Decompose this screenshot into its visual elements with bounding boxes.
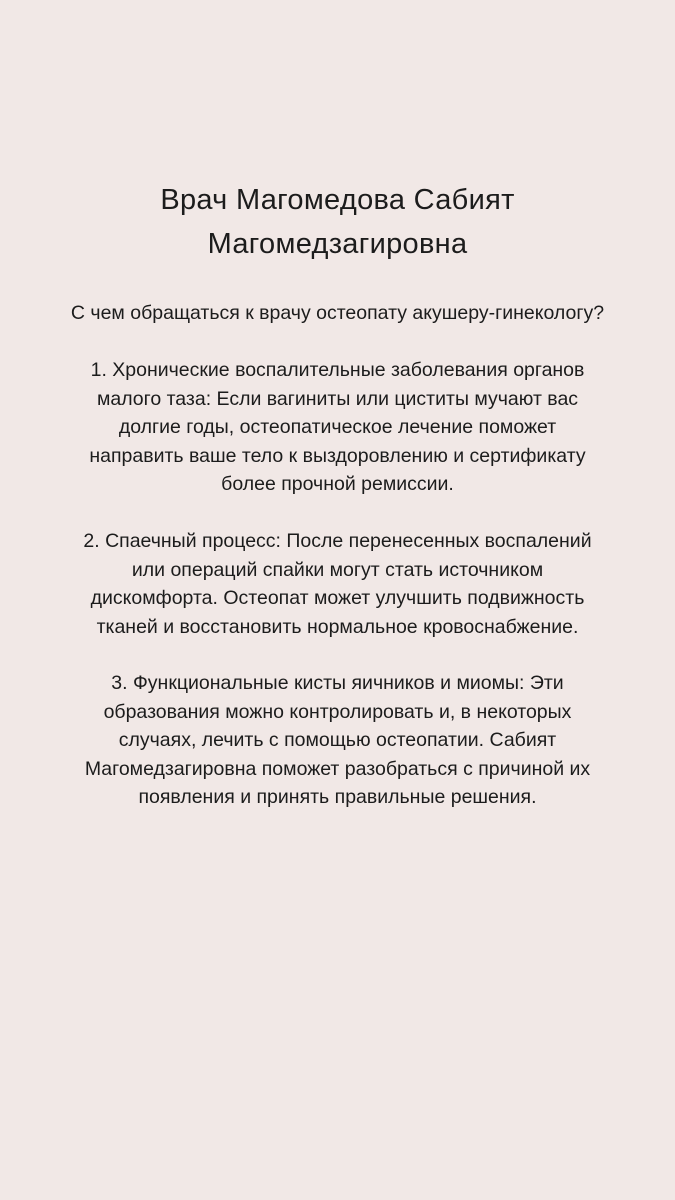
title-line: Магомедзагировна — [207, 228, 468, 260]
item-line: образования можно контролировать и, в некоторых — [103, 700, 572, 723]
item-line: или операций спайки могут стать источником — [131, 558, 544, 581]
intro-question: С чем обращаться к врачу остеопату акушеру-гинекологу? — [70, 302, 605, 324]
item-line: дискомфорта. Остеопат может улучшить подвижность — [90, 587, 585, 609]
item-line: случаях, лечить с помощью остеопатии. Сабият — [118, 729, 557, 751]
item-line: Магомедзагировна поможет разобраться с причиной их — [84, 757, 591, 780]
item-line: 2. Спаечный процесс: После перенесенных воспалений — [83, 530, 592, 552]
item-line: тканей и восстановить нормальное кровоснабжение. — [96, 615, 579, 638]
list-item-1 — [20, 356, 655, 499]
list-item-2 — [20, 527, 655, 641]
list-item-3 — [20, 669, 655, 812]
item-line: 3. Функциональные кисты яичников и миомы: Эти — [111, 672, 564, 694]
item-line: более прочной ремиссии. — [221, 473, 454, 495]
item-line: малого таза: Если вагиниты или циститы мучают вас — [96, 387, 579, 410]
item-line: долгие годы, остеопатическое лечение поможет — [118, 416, 557, 438]
item-line: появления и принять правильные решения. — [138, 786, 537, 808]
title-line: Врач Магомедова Сабият — [160, 184, 515, 216]
page-title — [40, 178, 635, 266]
item-line: 1. Хронические воспалительные заболевания органов — [90, 359, 585, 381]
item-line: направить ваше тело к выздоровлению и сертификату — [89, 444, 586, 467]
